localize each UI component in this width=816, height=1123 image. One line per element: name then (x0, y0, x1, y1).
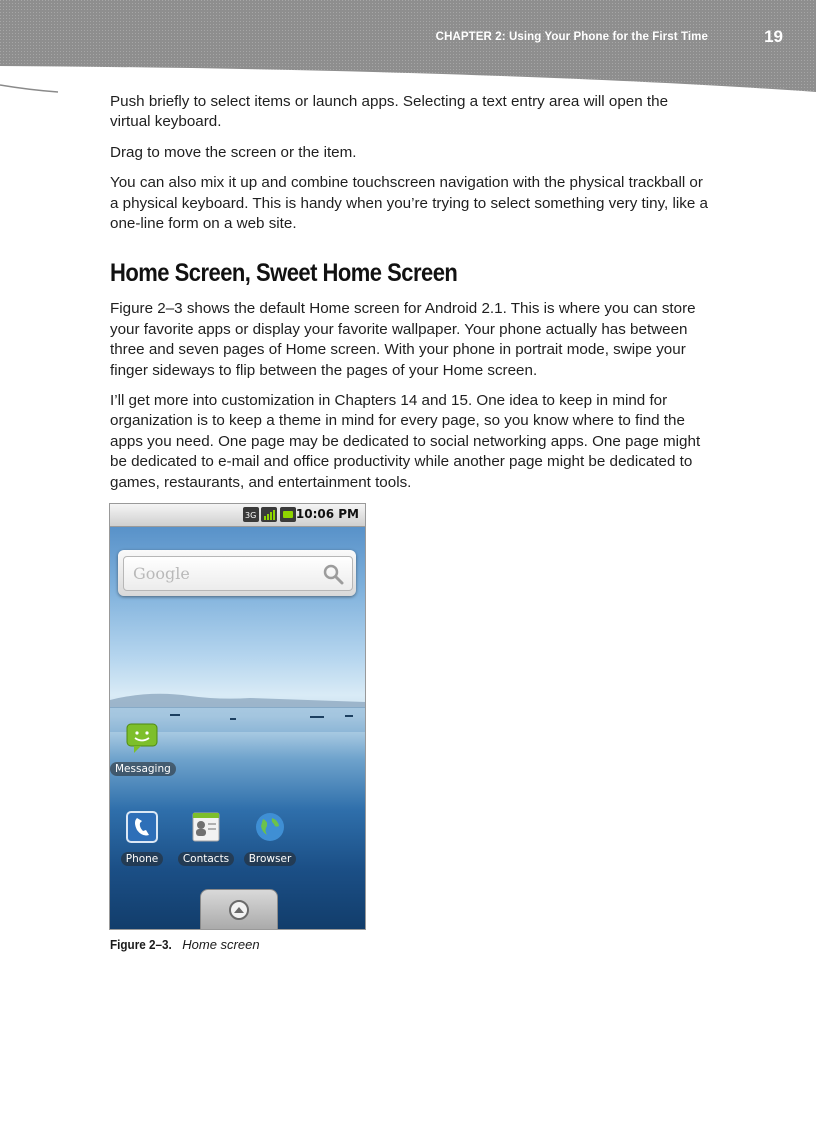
chapter-header-band (0, 0, 816, 96)
app-label: Messaging (110, 762, 176, 776)
messaging-icon (125, 722, 159, 754)
page-body (110, 92, 710, 503)
paragraph: I’ll get more into customization in Chapters 14 and 15. One idea to keep in mind for organization is to keep a theme in mind for every page, so you know where to find the apps you need. One page may be dedicated to social networking apps. One page might be dedicated to e-mail and office productivity while another page might be dedicated to games, restaurants, and entertainment tools. (110, 392, 701, 491)
status-clock: 10:06 PM (295, 507, 359, 521)
app-label: Phone (121, 852, 164, 866)
globe-icon (253, 810, 287, 844)
home-screen-screenshot (109, 503, 366, 930)
browser-app[interactable] (238, 810, 302, 867)
launcher-icon (201, 890, 277, 930)
figure-caption-text: Home screen (182, 937, 260, 952)
app-label: Contacts (178, 852, 234, 866)
paragraph: Push briefly to select items or launch apps. Selecting a text entry area will open the virtual keyboard. (110, 93, 669, 131)
app-label: Browser (244, 852, 297, 866)
svg-text:3G: 3G (245, 511, 257, 520)
contacts-app[interactable] (174, 810, 238, 867)
search-placeholder: Google (133, 564, 190, 583)
phone-icon (125, 810, 159, 844)
signal-icon (261, 507, 277, 522)
paragraph: Drag to move the screen or the item. (110, 143, 357, 161)
status-bar (110, 504, 365, 527)
page-number: 19 (764, 27, 783, 46)
google-search-widget[interactable] (118, 550, 356, 596)
figure-caption (110, 937, 260, 952)
messaging-app[interactable] (110, 722, 174, 777)
contacts-icon (189, 810, 223, 844)
section-heading: Home Screen, Sweet Home Screen (110, 259, 458, 288)
phone-app[interactable] (110, 810, 174, 867)
battery-icon (280, 507, 296, 522)
chapter-title: CHAPTER 2: Using Your Phone for the First Time (435, 31, 708, 43)
3g-icon (243, 507, 259, 522)
paragraph: You can also mix it up and combine touchscreen navigation with the physical trackball or a physical keyboard. This is handy when you’re trying to select something very tiny, like a one-line form on a web site. (110, 174, 708, 233)
app-drawer-button[interactable] (200, 889, 278, 930)
search-icon[interactable] (322, 563, 344, 585)
search-input[interactable] (123, 556, 353, 591)
paragraph: Figure 2–3 shows the default Home screen for Android 2.1. This is where you can store your favorite apps or display your favorite wallpaper. Your phone actually has between three and seven pages of Home screen. With your phone in portrait mode, swipe your finger sideways to flip between the pages of your Home screen. (110, 300, 696, 379)
figure-label: Figure 2–3. (110, 937, 172, 952)
